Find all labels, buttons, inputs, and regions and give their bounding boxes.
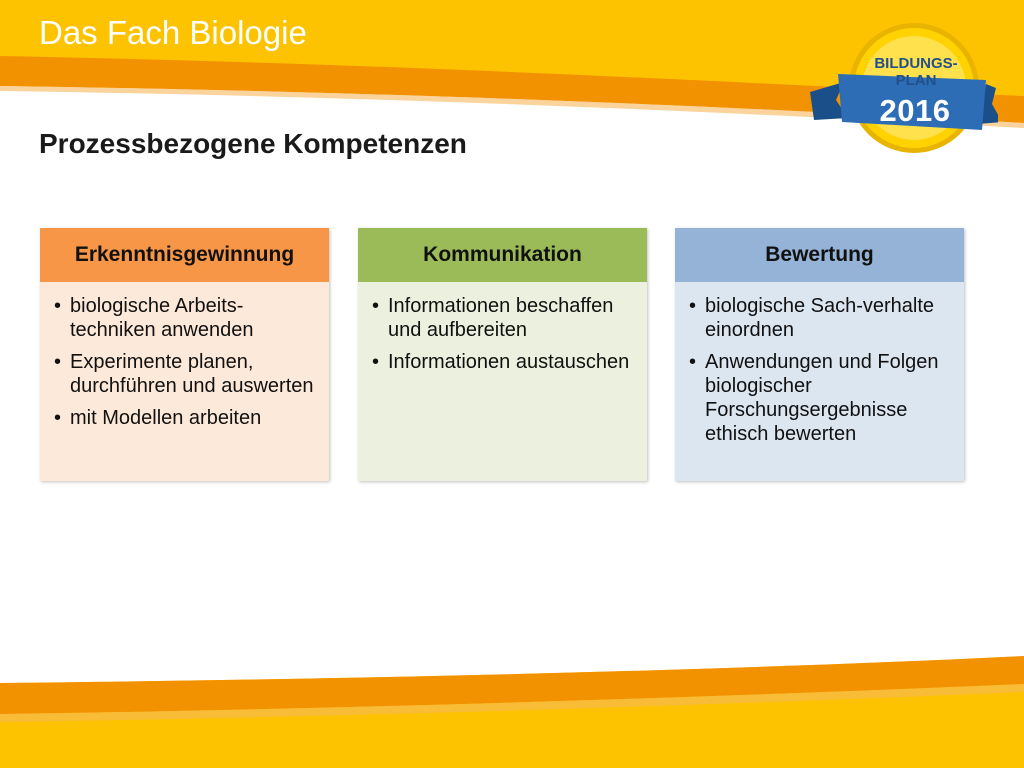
- list-item: • Anwendungen und Folgen biologischer Forschungsergebnisse ethisch bewerten: [687, 350, 954, 446]
- list-item: • Experimente planen, durchführen und auswerten: [52, 350, 319, 398]
- slide-title: Das Fach Biologie: [39, 14, 307, 51]
- list-item: • Informationen beschaffen und aufbereiten: [370, 294, 637, 342]
- list-item: • biologische Arbeits-techniken anwenden: [52, 294, 319, 342]
- badge-year: 2016: [879, 93, 951, 128]
- column-header: Bewertung: [675, 228, 964, 282]
- badge-graphic: [808, 22, 998, 157]
- column-body: [358, 282, 647, 481]
- bullet-list: [370, 294, 637, 374]
- badge-line-2: PLAN: [895, 72, 937, 89]
- column-header: Kommunikation: [358, 228, 647, 282]
- list-item: • Informationen austauschen: [370, 350, 637, 374]
- column-body: [675, 282, 964, 481]
- bildungsplan-badge: [808, 22, 998, 157]
- column-bewertung: [675, 228, 964, 481]
- column-body: [40, 282, 329, 481]
- column-header: Erkenntnisgewinnung: [40, 228, 329, 282]
- column-kommunikation: [358, 228, 647, 481]
- list-item: • mit Modellen arbeiten: [52, 406, 319, 430]
- list-item: • biologische Sach-verhalte einordnen: [687, 294, 954, 342]
- column-erkenntnisgewinnung: [40, 228, 329, 481]
- bullet-list: [52, 294, 319, 430]
- badge-line-1: BILDUNGS-: [874, 55, 958, 72]
- bullet-list: [687, 294, 954, 446]
- bottom-banner: [0, 656, 1024, 768]
- slide-subtitle: Prozessbezogene Kompetenzen: [39, 128, 467, 159]
